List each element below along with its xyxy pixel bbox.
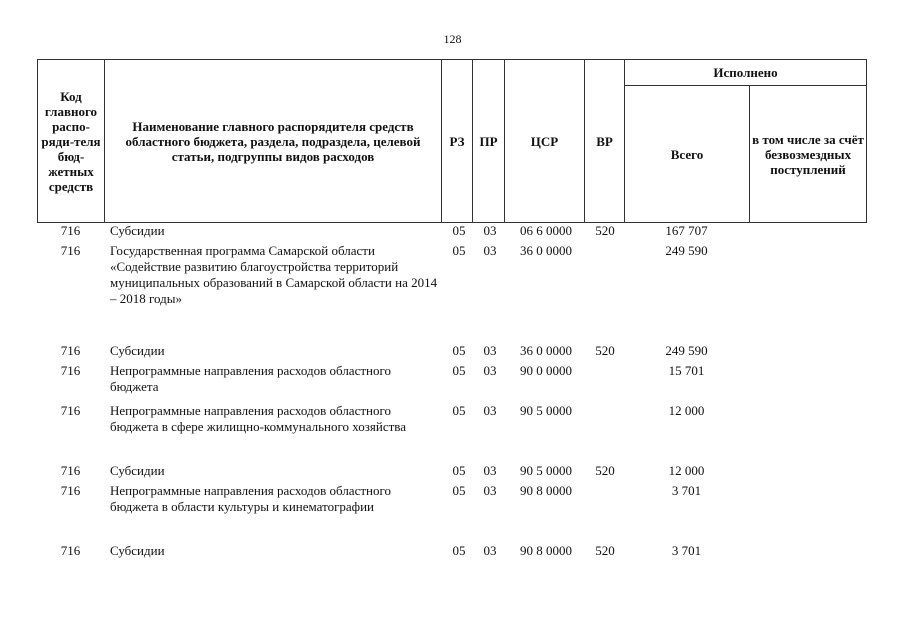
row-total: 12 000 xyxy=(668,403,705,418)
row-pr: 03 xyxy=(483,543,497,558)
header-incl: в том числе за счёт безвозмездных поступлений xyxy=(750,86,867,223)
row-code: 716 xyxy=(60,343,81,358)
header-code: Код главного распо-ряди-теля бюд-жетных средств xyxy=(38,60,105,223)
row-rz: 05 xyxy=(452,343,466,358)
header-executed: Исполнено xyxy=(625,60,867,86)
table-row xyxy=(37,403,866,463)
table-row xyxy=(37,483,866,543)
row-code: 716 xyxy=(60,543,81,558)
table-body xyxy=(37,223,866,563)
row-total: 15 701 xyxy=(668,363,705,378)
row-name: Непрограммные направления расходов областного бюджета в сфере жилищно-коммунального хозяйства xyxy=(110,403,407,434)
row-rz: 05 xyxy=(452,243,466,258)
header-csr: ЦСР xyxy=(505,60,585,223)
row-rz: 05 xyxy=(452,483,466,498)
row-csr: 90 8 0000 xyxy=(520,543,572,558)
row-pr: 03 xyxy=(483,363,497,378)
row-total: 249 590 xyxy=(665,243,708,258)
row-pr: 03 xyxy=(483,403,497,418)
page-number: 128 xyxy=(443,32,462,46)
row-rz: 05 xyxy=(452,403,466,418)
row-name: Непрограммные направления расходов областного бюджета xyxy=(110,363,391,394)
table-row xyxy=(37,243,866,343)
row-code: 716 xyxy=(60,463,81,478)
row-name: Субсидии xyxy=(110,543,165,558)
row-csr: 90 5 0000 xyxy=(520,403,572,418)
row-vr: 520 xyxy=(595,463,615,478)
row-total: 12 000 xyxy=(668,463,705,478)
row-vr: 520 xyxy=(595,223,615,238)
row-code: 716 xyxy=(60,403,81,418)
row-name: Государственная программа Самарской области «Содействие развитию благоустройства территорий муниципальных образований в Самарской области на 2014 – 2018 годы» xyxy=(110,243,438,306)
row-total: 167 707 xyxy=(665,223,708,238)
row-name: Субсидии xyxy=(110,343,165,358)
row-code: 716 xyxy=(60,223,81,238)
row-name: Субсидии xyxy=(110,223,165,238)
row-rz: 05 xyxy=(452,223,466,238)
row-pr: 03 xyxy=(483,343,497,358)
row-total: 249 590 xyxy=(665,343,708,358)
row-code: 716 xyxy=(60,483,81,498)
row-csr: 06 6 0000 xyxy=(520,223,572,238)
table-row xyxy=(37,463,866,483)
table-row xyxy=(37,543,866,563)
row-csr: 36 0 0000 xyxy=(520,243,572,258)
table-row xyxy=(37,363,866,403)
row-rz: 05 xyxy=(452,363,466,378)
row-total: 3 701 xyxy=(671,483,702,498)
row-csr: 36 0 0000 xyxy=(520,343,572,358)
row-code: 716 xyxy=(60,363,81,378)
header-name: Наименование главного распорядителя средств областного бюджета, раздела, подраздела, целевой статьи, подгруппы видов расходов xyxy=(105,60,442,223)
table-row xyxy=(37,343,866,363)
header-total: Всего xyxy=(625,86,750,223)
row-pr: 03 xyxy=(483,243,497,258)
header-vr: ВР xyxy=(585,60,625,223)
row-total: 3 701 xyxy=(671,543,702,558)
row-vr: 520 xyxy=(595,343,615,358)
table-row xyxy=(37,223,866,243)
row-name: Непрограммные направления расходов областного бюджета в области культуры и кинематографии xyxy=(110,483,391,514)
row-code: 716 xyxy=(60,243,81,258)
row-rz: 05 xyxy=(452,543,466,558)
row-csr: 90 0 0000 xyxy=(520,363,572,378)
row-vr: 520 xyxy=(595,543,615,558)
row-pr: 03 xyxy=(483,463,497,478)
table-header xyxy=(37,59,867,223)
row-csr: 90 8 0000 xyxy=(520,483,572,498)
row-name: Субсидии xyxy=(110,463,165,478)
row-rz: 05 xyxy=(452,463,466,478)
row-pr: 03 xyxy=(483,483,497,498)
row-csr: 90 5 0000 xyxy=(520,463,572,478)
row-pr: 03 xyxy=(483,223,497,238)
header-rz: РЗ xyxy=(442,60,473,223)
header-pr: ПР xyxy=(473,60,505,223)
